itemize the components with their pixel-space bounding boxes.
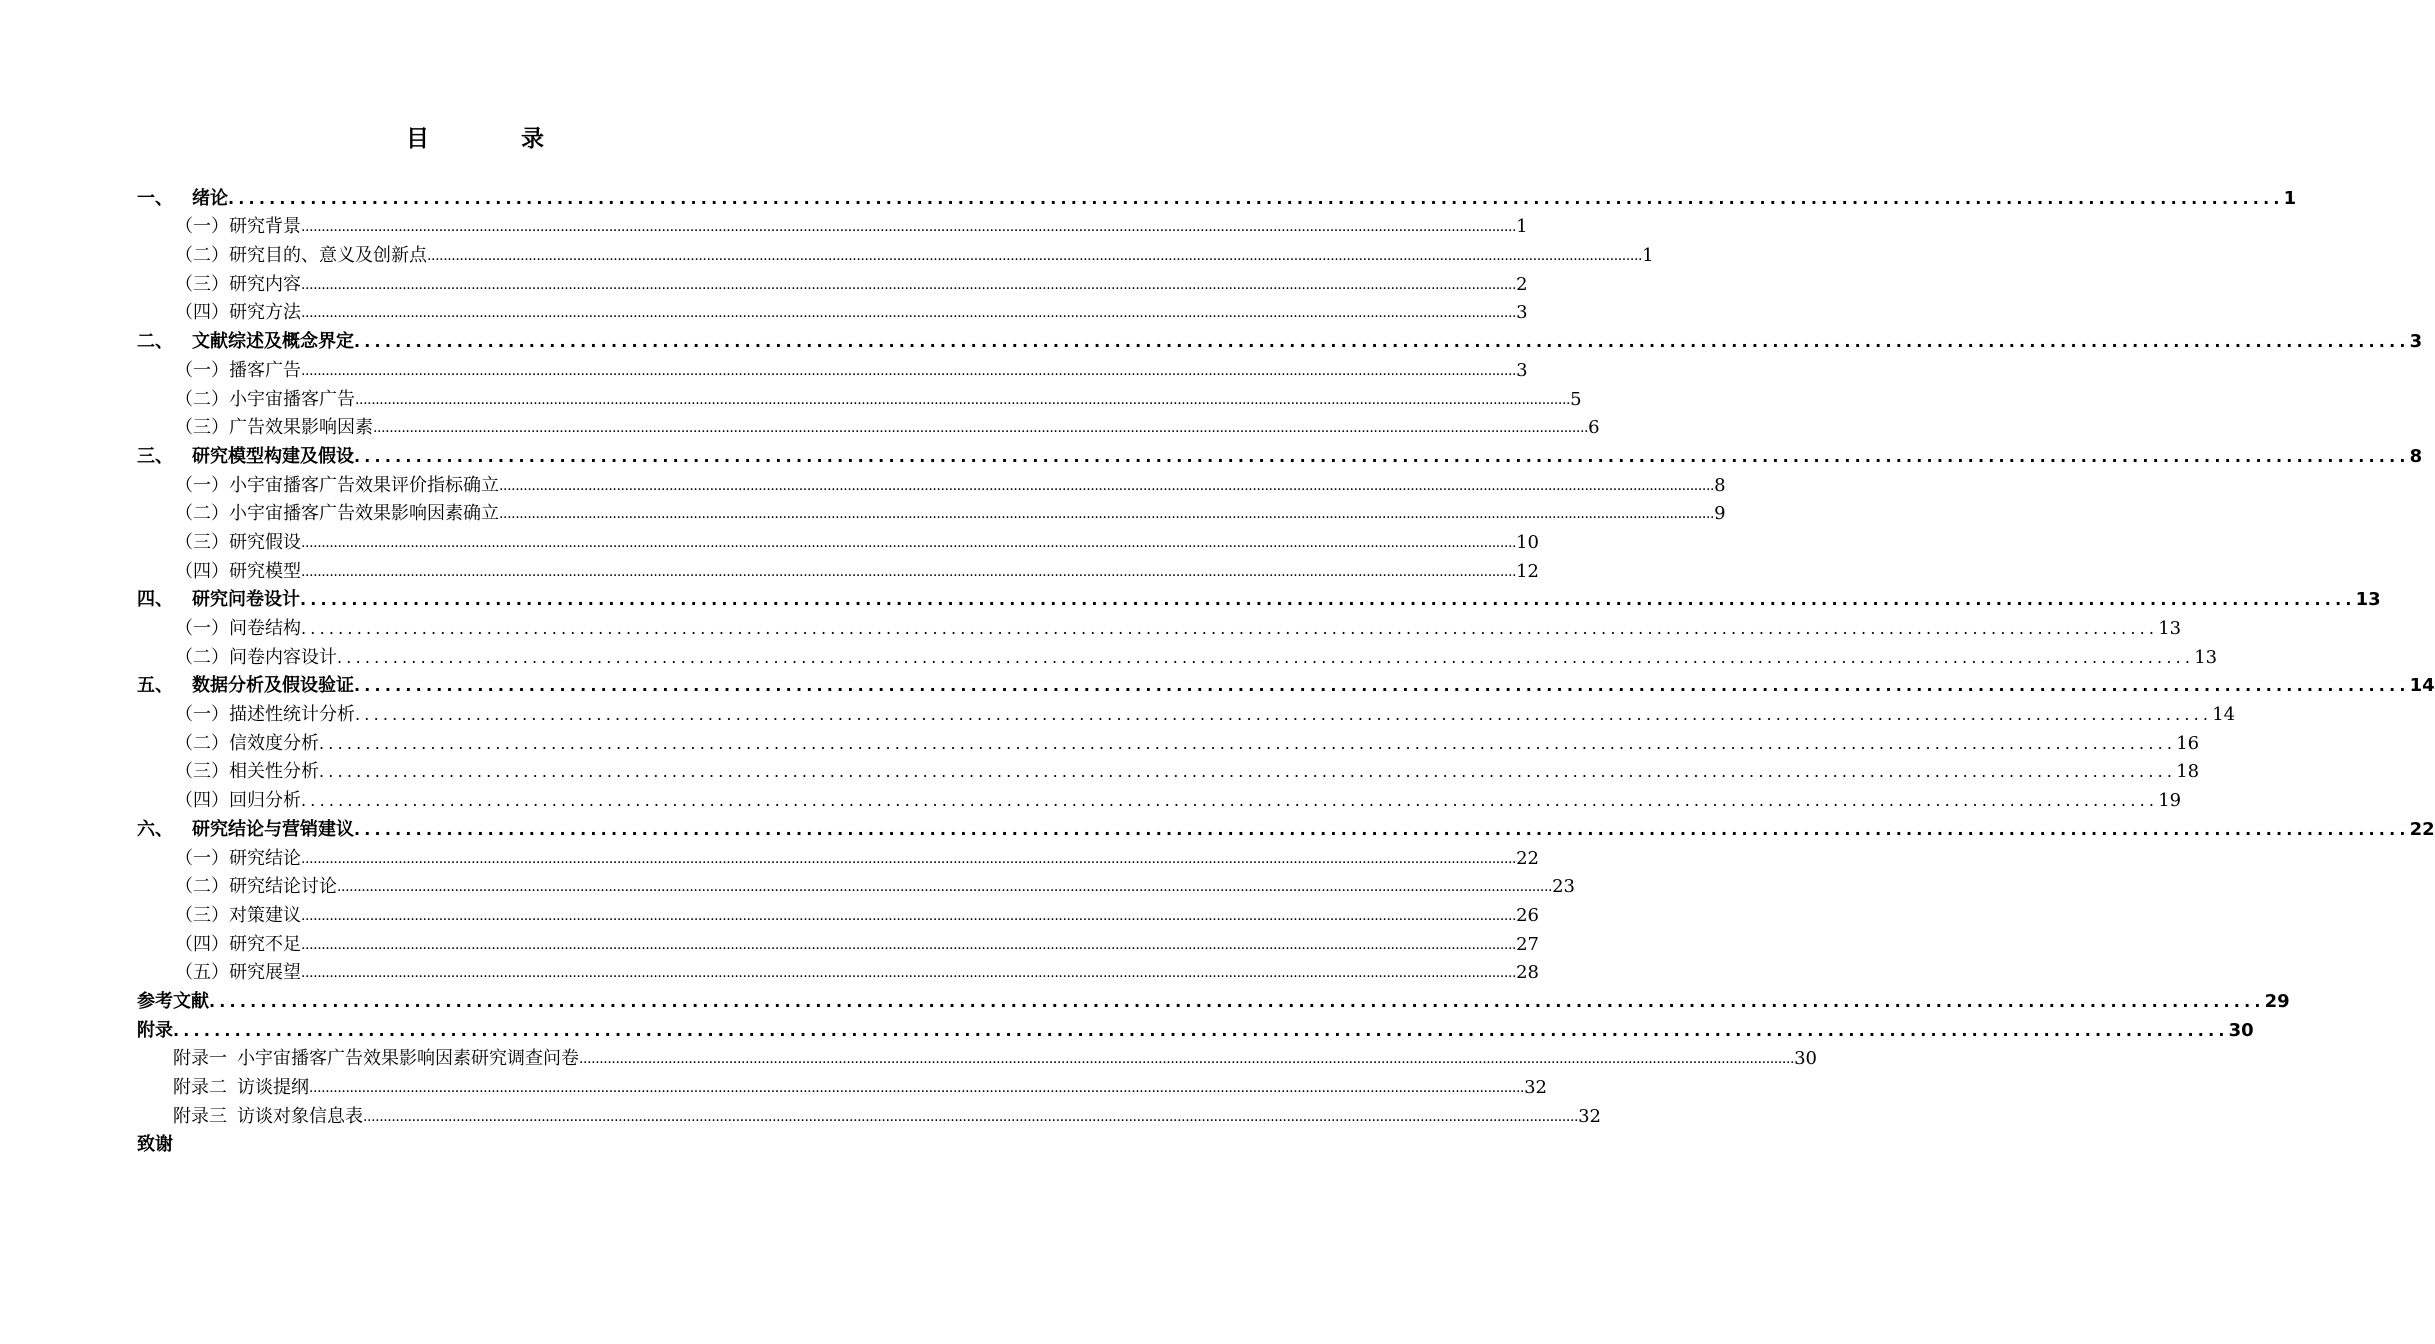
toc-entry-title: 研究模型构建及假设 (192, 445, 354, 467)
toc-entry-page-number: 6 (1588, 417, 1600, 439)
toc-entry-page-number: 3 (1516, 359, 1528, 381)
toc-entry-label (175, 417, 373, 439)
toc-entry-label (175, 790, 301, 812)
toc-entry-page-number: 22 (2409, 818, 2435, 840)
dot-leader: ........................................................................................................................................................................................................ (228, 188, 2284, 208)
toc-entry-page-number: 22 (1516, 847, 1539, 869)
toc-entry-label (175, 475, 499, 497)
toc-entry-number: 附录二 (173, 1077, 227, 1098)
toc-entry-page-number: 32 (1578, 1105, 1601, 1127)
toc-entry[interactable] (137, 669, 2435, 698)
toc-entry-number: 五、 (137, 675, 173, 697)
toc-entry-label (137, 589, 300, 611)
toc-entry-page-number: 8 (2409, 445, 2423, 467)
toc-entry-label (175, 848, 301, 870)
dot-leader: ............................................................................................................................................................................................................................................................................................................ (301, 276, 1517, 293)
toc-entry-number: 一、 (137, 187, 173, 209)
toc-entry[interactable] (137, 611, 2182, 640)
toc-entry-title: （三）广告效果影响因素 (175, 417, 373, 439)
toc-entry-label (175, 561, 301, 583)
toc-entry-label (175, 274, 301, 296)
toc-entry-label (137, 446, 354, 468)
toc-entry-label (175, 761, 319, 783)
toc-entry-number: 四、 (137, 589, 173, 611)
toc-entry-title: （一）播客广告 (175, 359, 301, 381)
toc-entry[interactable] (137, 238, 1654, 267)
toc-entry-title: 数据分析及假设验证 (192, 675, 354, 697)
toc-entry[interactable] (137, 1099, 1601, 1128)
toc-entry[interactable] (137, 726, 2200, 755)
toc-entry-label (175, 216, 301, 238)
dot-leader: ........................................................................................................................................................................................................ (354, 446, 2410, 466)
toc-entry-label (175, 876, 337, 898)
toc-entry-label (173, 1106, 363, 1128)
toc-entry-title: 研究问卷设计 (192, 589, 300, 611)
dot-leader: ........................................................................................................................................................................................................ (355, 705, 2213, 725)
toc-entry[interactable] (137, 181, 2297, 210)
toc-entry-title: （一）研究结论 (175, 847, 301, 869)
toc-entry-page-number: 5 (1570, 388, 1582, 410)
toc-entry-page-number: 27 (1516, 933, 1539, 955)
dot-leader: ........................................................................................................................................................................................................ (354, 676, 2410, 696)
dot-leader: ............................................................................................................................................................................................................................................................................................................ (579, 1051, 1795, 1068)
toc-entry[interactable] (137, 267, 1528, 296)
toc-entry-title: （四）回归分析 (175, 790, 301, 812)
title-char-2: 录 (521, 126, 544, 152)
toc-entry[interactable] (137, 353, 1528, 382)
toc-entry[interactable] (137, 841, 1539, 870)
toc-entry-label (175, 704, 355, 726)
toc-entry-title: （四）研究不足 (175, 933, 301, 955)
dot-leader: ........................................................................................................................................................................................................ (301, 619, 2159, 638)
dot-leader: ........................................................................................................................................................................................................ (319, 733, 2177, 753)
toc-entry[interactable] (137, 956, 1539, 985)
toc-entry-page-number: 8 (1714, 474, 1726, 496)
dot-leader: ............................................................................................................................................................................................................................................................................................................ (301, 965, 1517, 982)
title-char-1: 目 (406, 126, 429, 152)
toc-entry-title: （一）问卷结构 (175, 618, 301, 639)
toc-entry-page-number: 1 (2283, 187, 2297, 209)
toc-entry-page-number: 1 (1516, 216, 1528, 238)
toc-entry-label (137, 188, 228, 210)
toc-entry-title: （二）小宇宙播客广告 (175, 388, 355, 410)
toc-entry-title: （五）研究展望 (175, 962, 301, 984)
toc-entry-label (175, 733, 319, 755)
dot-leader: ........................................................................................................................................................................................................ (337, 647, 2195, 667)
toc-entry-number: 二、 (137, 331, 173, 353)
toc-entry[interactable] (137, 812, 2435, 841)
toc-entry-number: 附录三 (173, 1105, 227, 1127)
toc-entry-page-number: 13 (2355, 589, 2381, 611)
toc-entry-label (173, 1077, 309, 1099)
toc-entry-page-number: 18 (2176, 761, 2200, 783)
toc-entry[interactable] (137, 468, 1726, 497)
toc-entry-title: 参考文献 (137, 990, 209, 1012)
dot-leader: ........................................................................................................................................................................................................ (354, 819, 2410, 839)
toc-entry[interactable] (137, 497, 1726, 526)
toc-entry-title: 研究结论与营销建议 (192, 818, 354, 840)
table-of-contents (137, 181, 2435, 1156)
toc-entry[interactable] (137, 554, 1539, 583)
dot-leader: ............................................................................................................................................................................................................................................................................................................ (301, 219, 1517, 236)
toc-entry-page-number: 19 (2158, 790, 2182, 812)
toc-entry-page-number: 14 (2409, 675, 2435, 697)
toc-entry-label (175, 934, 301, 956)
toc-entry-page-number: 14 (2212, 704, 2236, 726)
toc-entry-title: 附录 (137, 1019, 173, 1041)
toc-entry-page-number: 3 (2409, 331, 2423, 353)
page-title (0, 120, 950, 153)
dot-leader: ............................................................................................................................................................................................................................................................................................................ (301, 936, 1517, 953)
toc-entry-page-number: 13 (2158, 618, 2182, 639)
toc-entry-label (137, 1134, 173, 1156)
toc-entry-number: 附录一 (173, 1048, 227, 1070)
toc-entry-label (175, 905, 301, 927)
toc-entry[interactable] (137, 927, 1539, 956)
dot-leader: ............................................................................................................................................................................................................................................................................................................ (499, 477, 1715, 494)
dot-leader: ............................................................................................................................................................................................................................................................................................................ (373, 420, 1589, 437)
toc-entry-page-number: 29 (2264, 990, 2290, 1012)
toc-entry-page-number: 9 (1714, 503, 1726, 525)
toc-entry[interactable] (137, 1070, 1547, 1099)
toc-entry-title: （三）研究内容 (175, 273, 301, 295)
toc-entry[interactable] (137, 697, 2236, 726)
toc-entry-title: 小宇宙播客广告效果影响因素研究调查问卷 (237, 1048, 579, 1070)
toc-entry-title: 绪论 (192, 187, 228, 209)
toc-entry[interactable] (137, 1128, 851, 1157)
dot-leader: ........................................................................................................................................................................................................ (319, 762, 2177, 782)
toc-entry-page-number: 30 (2228, 1019, 2254, 1041)
toc-entry-page-number: 10 (1516, 531, 1539, 553)
toc-entry-number: 六、 (137, 818, 173, 840)
toc-entry[interactable] (137, 898, 1539, 927)
toc-entry-page-number: 26 (1516, 904, 1539, 926)
dot-leader: ............................................................................................................................................................................................................................................................................................................ (301, 305, 1517, 322)
dot-leader: ............................................................................................................................................................................................................................................................................................................ (301, 362, 1517, 379)
dot-leader: ........................................................................................................................................................................................................ (301, 791, 2159, 811)
toc-entry-label (175, 245, 427, 267)
toc-entry-page-number: 30 (1794, 1048, 1817, 1070)
toc-entry-label (175, 647, 337, 669)
toc-entry-title: （一）研究背景 (175, 216, 301, 238)
toc-entry[interactable] (137, 1013, 2254, 1042)
dot-leader: ............................................................................................................................................................................................................................................................................................................ (309, 1080, 1525, 1096)
toc-entry-title: （三）对策建议 (175, 904, 301, 926)
toc-entry-label (175, 618, 301, 640)
toc-entry-title: （三）研究假设 (175, 531, 301, 553)
toc-entry-label (175, 302, 301, 324)
dot-leader: ........................................................................................................................................................................................................ (173, 1020, 2229, 1040)
dot-leader: ........................................................................................................................................................................................................ (209, 991, 2265, 1011)
toc-entry[interactable] (137, 382, 1582, 411)
toc-entry-title: （三）相关性分析 (175, 761, 319, 783)
toc-entry-page-number: 3 (1516, 302, 1528, 324)
dot-leader: ............................................................................................................................................................................................................................................................................................................ (301, 534, 1517, 551)
toc-entry-label (175, 962, 301, 984)
toc-entry-page-number: 23 (1552, 876, 1575, 898)
toc-entry-label (175, 503, 499, 525)
toc-entry-label (137, 331, 354, 353)
toc-entry[interactable] (137, 296, 1528, 325)
toc-entry-title: （一）描述性统计分析 (175, 704, 355, 726)
toc-entry[interactable] (137, 439, 2423, 468)
toc-entry-page-number: 28 (1516, 962, 1539, 984)
toc-entry-title: （二）研究目的、意义及创新点 (175, 245, 427, 267)
toc-entry-label (173, 1048, 579, 1070)
toc-entry-page-number: 13 (2194, 646, 2218, 668)
toc-entry-title: （二）问卷内容设计 (175, 646, 337, 668)
toc-entry-page-number: 12 (1516, 560, 1539, 582)
toc-entry-page-number: 16 (2176, 732, 2200, 754)
dot-leader: ............................................................................................................................................................................................................................................................................................................ (301, 563, 1517, 580)
dot-leader: ............................................................................................................................................................................................................................................................................................................ (427, 248, 1643, 265)
toc-entry-number: 三、 (137, 445, 173, 467)
toc-entry-title: （一）小宇宙播客广告效果评价指标确立 (175, 474, 499, 496)
toc-entry[interactable] (137, 755, 2200, 784)
toc-entry-label (137, 819, 354, 841)
toc-entry[interactable] (137, 411, 1600, 440)
toc-entry-title: （四）研究方法 (175, 302, 301, 324)
toc-entry[interactable] (137, 583, 2381, 612)
toc-entry-page-number: 1 (1642, 245, 1654, 267)
toc-entry-label (137, 675, 354, 697)
toc-entry-label (137, 991, 209, 1013)
toc-entry[interactable] (137, 324, 2423, 353)
toc-entry[interactable] (137, 525, 1539, 554)
toc-entry-title: （二）研究结论讨论 (175, 876, 337, 898)
dot-leader: ............................................................................................................................................................................................................................................................................................................ (355, 391, 1571, 408)
toc-entry-title: 致谢 (137, 1134, 173, 1156)
toc-entry-title: 访谈提纲 (237, 1077, 309, 1098)
toc-entry-title: （四）研究模型 (175, 560, 301, 582)
toc-entry-label (137, 1020, 173, 1042)
toc-entry-title: （二）信效度分析 (175, 732, 319, 754)
dot-leader: ........................................................................................................................................................................................................ (300, 590, 2356, 610)
dot-leader: ............................................................................................................................................................................................................................................................................................................ (301, 850, 1517, 867)
dot-leader: ........................................................................................................................................................................................................ (354, 332, 2410, 352)
toc-entry-label (175, 360, 301, 382)
dot-leader: ............................................................................................................................................................................................................................................................................................................ (363, 1108, 1579, 1125)
dot-leader: ............................................................................................................................................................................................................................................................................................................ (337, 879, 1553, 896)
toc-entry-page-number: 32 (1524, 1077, 1547, 1098)
toc-entry[interactable] (137, 1042, 1817, 1071)
toc-entry[interactable] (137, 984, 2290, 1013)
dot-leader: ............................................................................................................................................................................................................................................................................................................ (301, 907, 1517, 924)
toc-entry[interactable] (137, 640, 2218, 669)
toc-entry-page-number: 2 (1516, 273, 1528, 295)
toc-entry-title: 访谈对象信息表 (237, 1105, 363, 1127)
toc-entry-label (175, 532, 301, 554)
toc-entry-label (175, 389, 355, 411)
toc-entry[interactable] (137, 783, 2182, 812)
toc-entry[interactable] (137, 870, 1575, 899)
toc-entry[interactable] (137, 210, 1528, 239)
toc-entry-title: 文献综述及概念界定 (192, 331, 354, 353)
toc-entry-title: （二）小宇宙播客广告效果影响因素确立 (175, 503, 499, 525)
dot-leader: ............................................................................................................................................................................................................................................................................................................ (499, 506, 1715, 523)
